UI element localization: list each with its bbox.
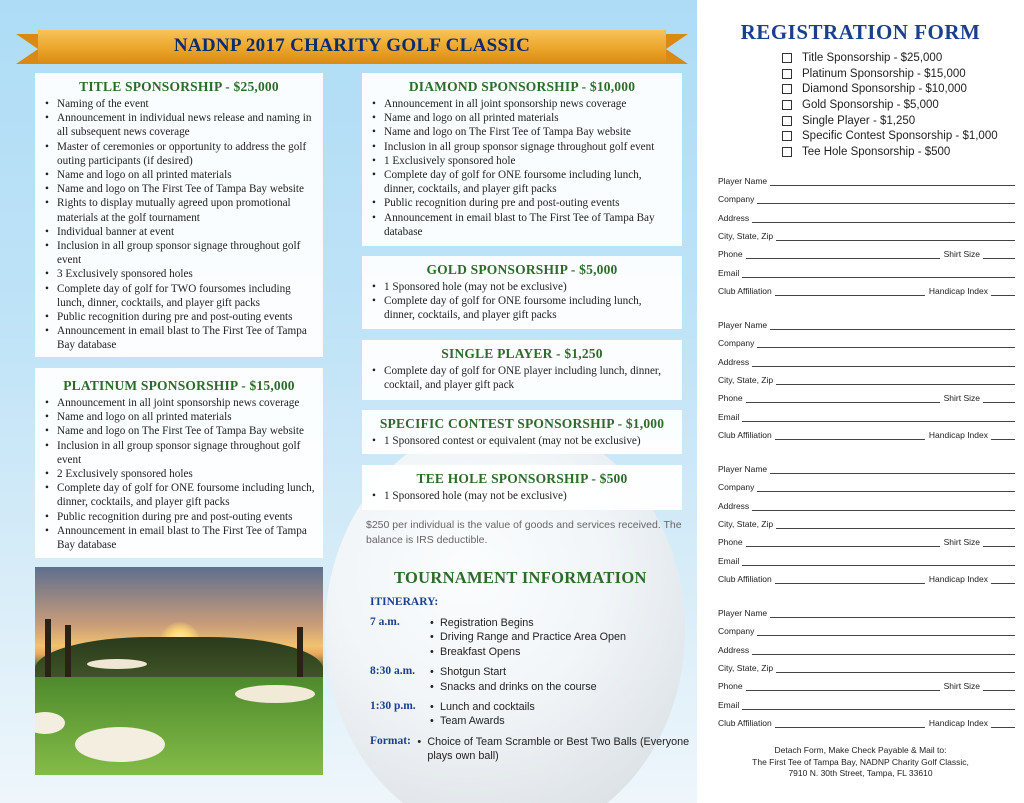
form-field <box>718 659 1015 673</box>
entry-line[interactable] <box>983 249 1015 259</box>
sponsorship-option[interactable] <box>782 144 998 160</box>
golf-course-photo <box>35 567 323 775</box>
sponsorship-option[interactable] <box>782 113 998 129</box>
entry-line[interactable] <box>742 700 1015 710</box>
sponsorship-title: TEE HOLE SPONSORSHIP - $500 <box>416 471 628 486</box>
sponsorship-option[interactable] <box>782 50 998 66</box>
entry-line[interactable] <box>742 268 1015 278</box>
entry-line[interactable] <box>991 286 1015 296</box>
field-label: Player Name <box>718 320 768 330</box>
entry-line[interactable] <box>991 718 1015 728</box>
entry-line[interactable] <box>991 430 1015 440</box>
field-label: Club Affiliation <box>718 285 772 296</box>
sand-bunker <box>75 727 165 762</box>
benefit-item: • 1 Sponsored contest or equivalent (may not be exclusive) <box>384 434 674 448</box>
form-field <box>718 460 1015 474</box>
option-label: Tee Hole Sponsorship - $500 <box>802 145 951 158</box>
mailing-instructions <box>697 745 1024 780</box>
itinerary-item: • Registration Begins <box>440 616 626 630</box>
sponsorship-title: PLATINUM SPONSORSHIP - $15,000 <box>63 378 295 393</box>
checkbox[interactable] <box>782 84 792 94</box>
sand-bunker <box>235 685 315 703</box>
form-field <box>718 353 1015 367</box>
benefit-item: • Naming of the event <box>57 97 315 111</box>
itinerary-item: • Team Awards <box>440 714 535 728</box>
benefit-item: • Complete day of golf for TWO foursomes including lunch, dinner, cocktails, and player gift packs <box>57 282 315 310</box>
form-field <box>718 209 1015 223</box>
field-label: Player Name <box>718 176 768 186</box>
form-field <box>718 478 1015 492</box>
sponsorship-benefits <box>370 280 674 323</box>
entry-line[interactable] <box>770 176 1015 186</box>
entry-line[interactable] <box>775 286 925 296</box>
option-label: Platinum Sponsorship - $15,000 <box>802 67 966 80</box>
checkbox[interactable] <box>782 69 792 79</box>
form-field <box>718 245 1015 259</box>
field-label: Shirt Size <box>943 393 980 404</box>
field-label: Company <box>718 626 755 637</box>
entry-line[interactable] <box>983 681 1015 691</box>
benefit-item: • 1 Sponsored hole (may not be exclusive) <box>384 280 674 294</box>
sponsorship-title: DIAMOND SPONSORSHIP - $10,000 <box>408 79 636 94</box>
field-label: Phone <box>718 393 743 404</box>
benefit-item: • Announcement in email blast to The First Tee of Tampa Bay database <box>384 211 674 239</box>
title-banner <box>16 30 688 64</box>
tournament-information <box>370 568 690 770</box>
field-label: Phone <box>718 681 743 692</box>
specific-contest-box <box>362 410 682 454</box>
entry-line[interactable] <box>757 194 1015 204</box>
tax-deduction-note: $250 per individual is the value of goods and services received. The balance is IRS deductible. <box>366 519 682 546</box>
itinerary-item: • Snacks and drinks on the course <box>440 680 597 694</box>
benefit-item: • 1 Exclusively sponsored hole <box>384 154 674 168</box>
entry-line[interactable] <box>746 681 940 691</box>
form-field <box>718 497 1015 511</box>
footer-line: 7910 N. 30th Street, Tampa, FL 33610 <box>788 768 933 778</box>
benefit-item: • Complete day of golf for ONE foursome including lunch, dinner, cocktails, and player gift packs <box>57 481 315 509</box>
sponsorship-title: TITLE SPONSORSHIP - $25,000 <box>79 79 279 94</box>
benefit-item: • Inclusion in all group sponsor signage throughout golf event <box>384 140 674 154</box>
option-label: Title Sponsorship - $25,000 <box>802 51 943 64</box>
entry-line[interactable] <box>752 357 1015 367</box>
entry-line[interactable] <box>752 501 1015 511</box>
entry-line[interactable] <box>991 574 1015 584</box>
entry-line[interactable] <box>776 663 1015 673</box>
benefit-item: • Master of ceremonies or opportunity to address the golf outing participants (if desired) <box>57 140 315 168</box>
title-sponsorship-box <box>35 73 323 357</box>
field-label: Shirt Size <box>943 537 980 548</box>
itinerary-item: • Driving Range and Practice Area Open <box>440 630 626 644</box>
itinerary-items <box>428 616 626 659</box>
sponsorship-option[interactable] <box>782 66 998 82</box>
registration-form-panel <box>697 0 1024 803</box>
benefit-item: • Name and logo on The First Tee of Tampa Bay website <box>57 182 315 196</box>
itinerary-item: • Choice of Team Scramble or Best Two Balls (Everyone plays own ball) <box>427 735 690 764</box>
sponsorship-benefits <box>370 489 674 503</box>
sponsorship-benefits <box>370 434 674 448</box>
entry-line[interactable] <box>757 626 1015 636</box>
field-label: City, State, Zip <box>718 230 774 241</box>
banner-title: NADNP 2017 CHARITY GOLF CLASSIC <box>173 35 531 56</box>
entry-line[interactable] <box>776 375 1015 385</box>
benefit-item: • Complete day of golf for ONE player including lunch, dinner, cocktail, and player gift pack <box>384 364 674 392</box>
form-field <box>718 282 1015 296</box>
entry-line[interactable] <box>770 608 1015 618</box>
field-label: Address <box>718 356 750 367</box>
field-label: City, State, Zip <box>718 518 774 529</box>
sponsorship-option[interactable] <box>782 81 998 97</box>
field-label: Email <box>718 411 740 422</box>
itinerary-row <box>370 665 690 694</box>
sponsorship-title: GOLD SPONSORSHIP - $5,000 <box>426 262 618 277</box>
field-label: Address <box>718 644 750 655</box>
checkbox[interactable] <box>782 147 792 157</box>
benefit-item: • Name and logo on all printed materials <box>384 111 674 125</box>
itinerary-time: 8:30 a.m. <box>370 665 416 678</box>
form-field <box>718 714 1015 728</box>
itinerary-items <box>415 735 690 764</box>
field-label: Phone <box>718 537 743 548</box>
sponsorship-options <box>782 50 998 160</box>
field-label: Player Name <box>718 464 768 474</box>
itinerary-row <box>370 616 690 659</box>
benefit-item: • Individual banner at event <box>57 225 315 239</box>
field-label: Company <box>718 482 755 493</box>
tree-line <box>35 637 323 677</box>
form-field <box>718 190 1015 204</box>
form-field <box>718 641 1015 655</box>
form-field <box>718 570 1015 584</box>
entry-line[interactable] <box>775 574 925 584</box>
itinerary-label: ITINERARY: <box>370 596 439 608</box>
field-label: Club Affiliation <box>718 429 772 440</box>
benefit-item: • Complete day of golf for ONE foursome including lunch, dinner, cocktails, and player gift packs <box>384 294 674 322</box>
benefit-item: • Inclusion in all group sponsor signage throughout golf event <box>57 239 315 267</box>
field-label: Player Name <box>718 608 768 618</box>
itinerary-item: • Breakfast Opens <box>440 645 626 659</box>
field-label: Club Affiliation <box>718 573 772 584</box>
form-field <box>718 389 1015 403</box>
itinerary-item: • Shotgun Start <box>440 665 597 679</box>
field-label: Email <box>718 267 740 278</box>
benefit-item: • Public recognition during pre and post-outing events <box>384 196 674 210</box>
field-label: Shirt Size <box>943 681 980 692</box>
option-label: Gold Sponsorship - $5,000 <box>802 98 939 111</box>
entry-line[interactable] <box>746 393 940 403</box>
field-label: Club Affiliation <box>718 717 772 728</box>
field-label: Email <box>718 699 740 710</box>
form-field <box>718 334 1015 348</box>
entry-line[interactable] <box>776 231 1015 241</box>
form-field <box>718 172 1015 186</box>
benefit-item: • Announcement in individual news release and naming in all subsequent news coverage <box>57 111 315 139</box>
entry-line[interactable] <box>752 645 1015 655</box>
single-player-box <box>362 340 682 400</box>
field-label: Company <box>718 338 755 349</box>
field-label: Handicap Index <box>928 285 988 296</box>
benefit-item: • Name and logo on all printed materials <box>57 168 315 182</box>
entry-line[interactable] <box>983 537 1015 547</box>
entry-line[interactable] <box>757 338 1015 348</box>
entry-line[interactable] <box>770 320 1015 330</box>
field-label: City, State, Zip <box>718 662 774 673</box>
palm-tree <box>65 625 71 685</box>
entry-line[interactable] <box>757 482 1015 492</box>
form-field <box>718 677 1015 691</box>
diamond-sponsorship-box <box>362 73 682 246</box>
entry-line[interactable] <box>742 556 1015 566</box>
benefit-item: • 1 Sponsored hole (may not be exclusive) <box>384 489 674 503</box>
itinerary-time: 7 a.m. <box>370 616 400 628</box>
itinerary-items <box>428 665 597 694</box>
benefit-item: • Public recognition during pre and post-outing events <box>57 510 315 524</box>
form-field <box>718 316 1015 330</box>
gold-sponsorship-box <box>362 256 682 329</box>
benefit-item: • Rights to display mutually agreed upon promotional materials at the golf tournament <box>57 196 315 224</box>
form-field <box>718 552 1015 566</box>
benefit-item: • Name and logo on all printed materials <box>57 410 315 424</box>
footer-line: The First Tee of Tampa Bay, NADNP Charity Golf Classic, <box>752 756 969 767</box>
form-field <box>718 408 1015 422</box>
field-label: Address <box>718 500 750 511</box>
entry-line[interactable] <box>770 464 1015 474</box>
checkbox[interactable] <box>782 116 792 126</box>
benefit-item: • Complete day of golf for ONE foursome including lunch, dinner, cocktails, and player gift packs <box>384 168 674 196</box>
field-label: Handicap Index <box>928 429 988 440</box>
form-field <box>718 622 1015 636</box>
entry-line[interactable] <box>775 430 925 440</box>
benefit-item: • Name and logo on The First Tee of Tampa Bay website <box>384 125 674 139</box>
checkbox[interactable] <box>782 53 792 63</box>
benefit-item: • Announcement in email blast to The First Tee of Tampa Bay database <box>57 324 315 352</box>
option-label: Single Player - $1,250 <box>802 114 916 127</box>
itinerary-items <box>428 700 535 729</box>
option-label: Diamond Sponsorship - $10,000 <box>802 83 967 96</box>
checkbox[interactable] <box>782 100 792 110</box>
form-field <box>718 227 1015 241</box>
sponsorship-benefits <box>43 97 315 353</box>
itinerary-time: Format: <box>370 734 411 747</box>
benefit-item: • 2 Exclusively sponsored holes <box>57 467 315 481</box>
sponsorship-title: SPECIFIC CONTEST SPONSORSHIP - $1,000 <box>379 416 665 431</box>
benefit-item: • Name and logo on The First Tee of Tampa Bay website <box>57 424 315 438</box>
registration-form-title: REGISTRATION FORM <box>740 20 981 44</box>
field-label: Company <box>718 194 755 205</box>
sponsorship-benefits <box>43 396 315 552</box>
itinerary-row <box>370 735 690 764</box>
entry-line[interactable] <box>742 412 1015 422</box>
entry-line[interactable] <box>983 393 1015 403</box>
benefit-item: • Announcement in email blast to The First Tee of Tampa Bay database <box>57 524 315 552</box>
form-field <box>718 264 1015 278</box>
form-field <box>718 426 1015 440</box>
benefit-item: • Public recognition during pre and post-outing events <box>57 310 315 324</box>
benefit-item: • Inclusion in all group sponsor signage throughout golf event <box>57 439 315 467</box>
field-label: Address <box>718 212 750 223</box>
tee-hole-box <box>362 465 682 510</box>
sand-bunker <box>87 659 147 669</box>
field-label: Shirt Size <box>943 249 980 260</box>
platinum-sponsorship-box <box>35 368 323 558</box>
form-field <box>718 515 1015 529</box>
form-field <box>718 696 1015 710</box>
sponsorship-benefits <box>370 97 674 239</box>
sponsorship-benefits <box>370 364 674 392</box>
option-label: Specific Contest Sponsorship - $1,000 <box>802 130 998 143</box>
form-field <box>718 604 1015 618</box>
itinerary-item: • Lunch and cocktails <box>440 700 535 714</box>
entry-line[interactable] <box>746 537 940 547</box>
palm-tree <box>45 619 51 679</box>
itinerary-rows <box>370 616 690 764</box>
footer-line: Detach Form, Make Check Payable & Mail to: <box>774 745 947 755</box>
sponsorship-option[interactable] <box>782 128 998 144</box>
entry-line[interactable] <box>776 519 1015 529</box>
benefit-item: • 3 Exclusively sponsored holes <box>57 267 315 281</box>
field-label: Email <box>718 555 740 566</box>
checkbox[interactable] <box>782 131 792 141</box>
field-label: Handicap Index <box>928 573 988 584</box>
form-field <box>718 533 1015 547</box>
entry-line[interactable] <box>775 718 925 728</box>
field-label: Phone <box>718 249 743 260</box>
entry-line[interactable] <box>752 213 1015 223</box>
sponsorship-title: SINGLE PLAYER - $1,250 <box>441 346 603 361</box>
entry-line[interactable] <box>746 249 940 259</box>
form-field <box>718 371 1015 385</box>
field-label: City, State, Zip <box>718 374 774 385</box>
benefit-item: • Announcement in all joint sponsorship news coverage <box>57 396 315 410</box>
itinerary-row <box>370 700 690 729</box>
field-label: Handicap Index <box>928 717 988 728</box>
benefit-item: • Announcement in all joint sponsorship news coverage <box>384 97 674 111</box>
itinerary-time: 1:30 p.m. <box>370 700 416 713</box>
tournament-title: TOURNAMENT INFORMATION <box>394 568 647 587</box>
sponsorship-option[interactable] <box>782 97 998 113</box>
